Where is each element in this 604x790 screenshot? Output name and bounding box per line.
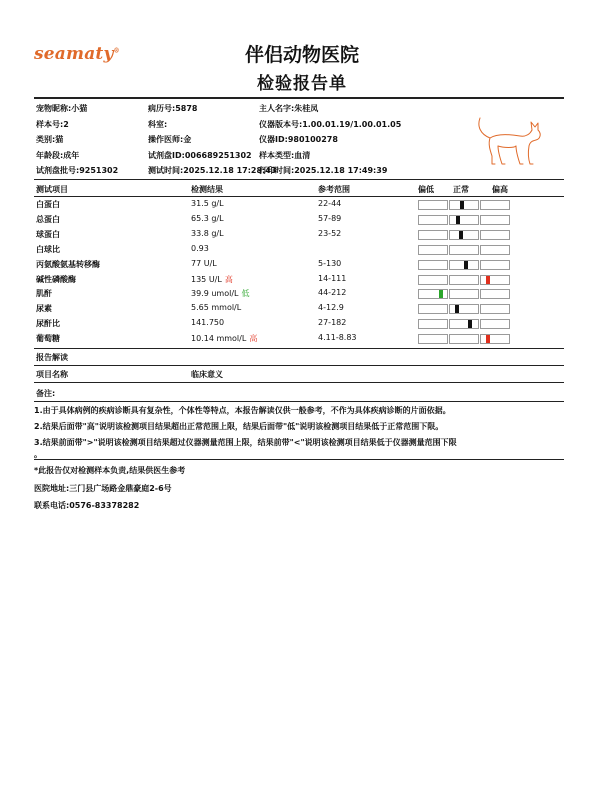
reference-range: 4.11-8.83 bbox=[318, 333, 357, 342]
species: 类别:猫 bbox=[36, 135, 64, 144]
hospital-phone: 联系电话:0576-83378282 bbox=[34, 501, 140, 510]
indicator-high-segment bbox=[480, 289, 510, 299]
report-title: 检验报告单 bbox=[257, 74, 347, 94]
result-value: 5.65 mmol/L bbox=[191, 303, 242, 312]
indicator-low-segment bbox=[418, 245, 448, 255]
result-value: 33.8 g/L bbox=[191, 229, 224, 238]
indicator-marker bbox=[439, 290, 443, 298]
reference-range: 5-130 bbox=[318, 259, 342, 268]
divider bbox=[34, 97, 564, 99]
indicator-marker bbox=[460, 201, 464, 209]
print-time: 打印时间:2025.12.18 17:49:39 bbox=[259, 166, 388, 175]
reference-range: 22-44 bbox=[318, 199, 342, 208]
test-item-name: 白球比 bbox=[36, 245, 60, 254]
result-value: 135 U/L bbox=[191, 275, 222, 284]
record-no: 病历号:5878 bbox=[148, 104, 198, 113]
test-result bbox=[191, 333, 257, 344]
indicator-marker bbox=[486, 335, 490, 343]
test-item-name: 尿酐比 bbox=[36, 319, 60, 328]
indicator-normal-segment bbox=[449, 215, 479, 225]
col-normal-header: 正常 bbox=[453, 185, 469, 194]
divider bbox=[34, 382, 564, 383]
indicator-normal-segment bbox=[449, 230, 479, 240]
indicator-marker bbox=[459, 231, 463, 239]
indicator-high-segment bbox=[480, 215, 510, 225]
indicator-high-segment bbox=[480, 230, 510, 240]
indicator-marker bbox=[486, 276, 490, 284]
indicator-low-segment bbox=[418, 275, 448, 285]
instrument-version: 仪器版本号:1.00.01.19/1.00.01.05 bbox=[259, 120, 402, 129]
divider bbox=[34, 348, 564, 349]
indicator-low-segment bbox=[418, 289, 448, 299]
divider bbox=[34, 179, 564, 180]
result-value: 39.9 umol/L bbox=[191, 289, 239, 298]
test-item-name: 丙氨酸氨基转移酶 bbox=[36, 260, 100, 269]
disclaimer: *此报告仅对检测样本负责,结果供医生参考 bbox=[34, 466, 186, 475]
indicator-normal-segment bbox=[449, 289, 479, 299]
instrument-id: 仪器ID:980100278 bbox=[259, 135, 338, 144]
col-result-header: 检测结果 bbox=[191, 185, 223, 194]
reference-range: 14-111 bbox=[318, 274, 347, 283]
reference-range: 27-182 bbox=[318, 318, 347, 327]
disk-id: 试剂盘ID:006689251302 bbox=[148, 151, 252, 160]
test-item-name: 尿素 bbox=[36, 304, 52, 313]
indicator-marker bbox=[468, 320, 472, 328]
result-value: 31.5 g/L bbox=[191, 199, 224, 208]
indicator-normal-segment bbox=[449, 319, 479, 329]
indicator-normal-segment bbox=[449, 304, 479, 314]
indicator-normal-segment bbox=[449, 275, 479, 285]
flag-high: 高 bbox=[249, 334, 258, 343]
result-value: 0.93 bbox=[191, 244, 209, 253]
indicator-low-segment bbox=[418, 260, 448, 270]
interpretation-title: 报告解读 bbox=[36, 353, 68, 362]
indicator-high-segment bbox=[480, 304, 510, 314]
remark-line: 2.结果后面带"高"说明该检测项目结果超出正常范围上限，结果后面带"低"说明该检测项目结果低于正常范围下限。 bbox=[34, 422, 444, 431]
sample-no: 样本号:2 bbox=[36, 120, 69, 129]
interpretation-meaning-col: 临床意义 bbox=[191, 370, 223, 379]
indicator-high-segment bbox=[480, 200, 510, 210]
indicator-low-segment bbox=[418, 200, 448, 210]
indicator-high-segment bbox=[480, 334, 510, 344]
hospital-address: 医院地址:三门县广场路金鼎豪庭2-6号 bbox=[34, 484, 172, 493]
indicator-low-segment bbox=[418, 319, 448, 329]
test-item-name: 碱性磷酸酶 bbox=[36, 275, 76, 284]
test-time: 测试时间:2025.12.18 17:28:43 bbox=[148, 166, 277, 175]
divider bbox=[34, 365, 564, 366]
indicator-normal-segment bbox=[449, 260, 479, 270]
indicator-low-segment bbox=[418, 230, 448, 240]
reference-range: 4-12.9 bbox=[318, 303, 344, 312]
indicator-normal-segment bbox=[449, 200, 479, 210]
col-low-header: 偏低 bbox=[418, 185, 434, 194]
col-high-header: 偏高 bbox=[492, 185, 508, 194]
indicator-low-segment bbox=[418, 215, 448, 225]
indicator-high-segment bbox=[480, 260, 510, 270]
indicator-low-segment bbox=[418, 304, 448, 314]
indicator-marker bbox=[456, 216, 460, 224]
test-result bbox=[191, 229, 224, 238]
owner-name: 主人名字:朱桂凤 bbox=[259, 104, 319, 113]
test-result bbox=[191, 318, 224, 327]
remarks-title: 备注: bbox=[36, 389, 56, 398]
indicator-normal-segment bbox=[449, 334, 479, 344]
indicator-marker bbox=[455, 305, 459, 313]
test-result bbox=[191, 244, 209, 253]
result-value: 10.14 mmol/L bbox=[191, 334, 247, 343]
department: 科室: bbox=[148, 120, 168, 129]
remark-line: 1.由于具体病例的疾病诊断具有复杂性，个体性等特点，本报告解读仅供一般参考，不作为具体疾病诊断的片面依据。 bbox=[34, 406, 451, 415]
indicator-low-segment bbox=[418, 334, 448, 344]
result-value: 65.3 g/L bbox=[191, 214, 224, 223]
indicator-high-segment bbox=[480, 319, 510, 329]
reference-range: 23-52 bbox=[318, 229, 342, 238]
hospital-name: 伴侣动物医院 bbox=[244, 44, 359, 66]
age-group: 年龄段:成年 bbox=[36, 151, 80, 160]
indicator-high-segment bbox=[480, 245, 510, 255]
flag-low: 低 bbox=[241, 289, 250, 298]
col-item-header: 测试项目 bbox=[36, 185, 68, 194]
test-item-name: 白蛋白 bbox=[36, 200, 60, 209]
divider bbox=[34, 459, 564, 460]
test-item-name: 肌酐 bbox=[36, 289, 52, 298]
test-result bbox=[191, 303, 241, 312]
test-item-name: 葡萄糖 bbox=[36, 334, 60, 343]
sample-type: 样本类型:血清 bbox=[259, 151, 311, 160]
test-result bbox=[191, 288, 250, 299]
test-item-name: 球蛋白 bbox=[36, 230, 60, 239]
test-item-name: 总蛋白 bbox=[36, 215, 60, 224]
test-result bbox=[191, 199, 224, 208]
flag-high: 高 bbox=[224, 275, 233, 284]
result-value: 77 U/L bbox=[191, 259, 217, 268]
test-result bbox=[191, 214, 224, 223]
test-result bbox=[191, 274, 233, 285]
divider bbox=[34, 196, 564, 197]
brand-logo: seamaty® bbox=[34, 44, 120, 64]
disk-batch: 试剂盘批号:9251302 bbox=[36, 166, 119, 175]
pet-name: 宠物昵称:小猫 bbox=[36, 104, 88, 113]
doctor: 操作医师:金 bbox=[148, 135, 192, 144]
remark-line: 。 bbox=[34, 450, 42, 459]
indicator-normal-segment bbox=[449, 245, 479, 255]
remark-line: 3.结果前面带">"说明该检测项目结果超过仪器测量范围上限，结果前带"<"说明该检测项目结果低于仪器测量范围下限 bbox=[34, 438, 457, 447]
test-result bbox=[191, 259, 217, 268]
indicator-high-segment bbox=[480, 275, 510, 285]
col-range-header: 参考范围 bbox=[318, 185, 350, 194]
indicator-marker bbox=[464, 261, 468, 269]
interpretation-item-col: 项目名称 bbox=[36, 370, 68, 379]
reference-range: 44-212 bbox=[318, 288, 347, 297]
divider bbox=[34, 401, 564, 402]
cat-icon bbox=[474, 112, 546, 170]
reference-range: 57-89 bbox=[318, 214, 342, 223]
result-value: 141.750 bbox=[191, 318, 225, 327]
